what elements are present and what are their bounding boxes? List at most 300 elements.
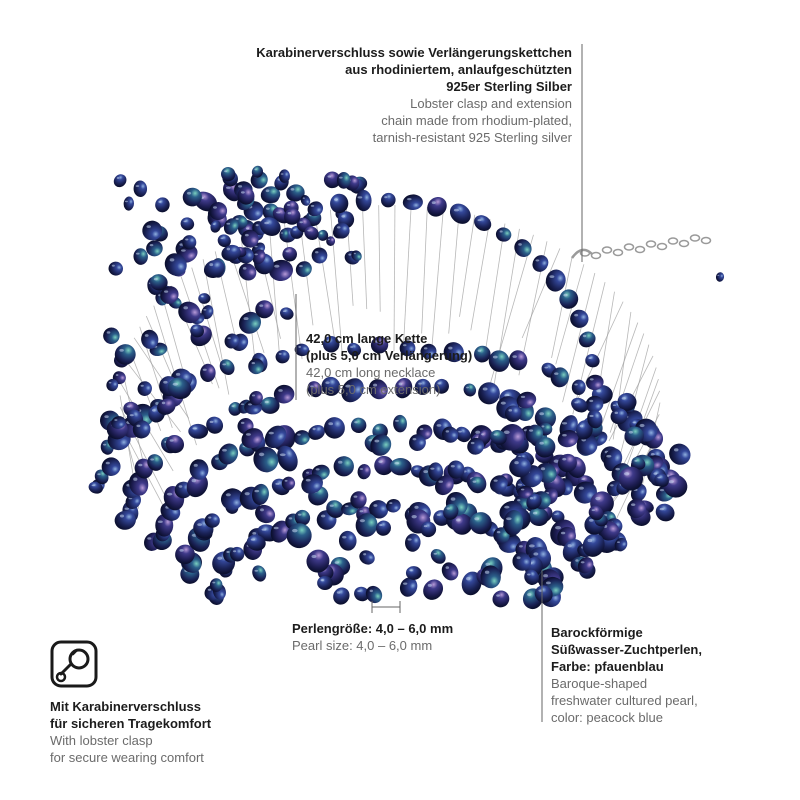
pearl-highlight [254, 169, 256, 171]
pearl-highlight [154, 278, 158, 280]
pearl-highlight [413, 438, 417, 440]
pearl-highlight [241, 191, 245, 193]
clasp-en-line-1: Lobster clasp and extension [410, 96, 572, 111]
pearl-highlight [231, 405, 234, 407]
pearl-highlight [114, 419, 117, 421]
pearl-highlight [517, 499, 520, 501]
pearl-highlight [299, 265, 303, 267]
lobster-clasp-annotation [50, 698, 310, 766]
pearl-highlight [533, 552, 538, 555]
pearl-highlight [256, 224, 259, 226]
pearl-highlight [133, 478, 137, 481]
pearl-highlight [179, 485, 183, 487]
pearl-highlight [354, 496, 358, 498]
pearl-highlight [320, 232, 322, 234]
shape-de-line-1: Barockförmige [551, 625, 643, 640]
pearl-highlight [451, 497, 456, 500]
pearl [107, 260, 125, 277]
pearl-highlight [379, 524, 382, 526]
pearl-highlight [274, 527, 279, 530]
pearl-highlight [542, 425, 545, 427]
pearl-highlight [208, 589, 211, 591]
pearl [489, 587, 513, 611]
pearl-highlight [539, 442, 543, 445]
pearl-highlight [394, 462, 399, 464]
pearl-highlight [370, 590, 373, 592]
pearl-highlight [539, 412, 544, 415]
pearl-highlight [606, 455, 611, 457]
pearl-highlight [475, 431, 480, 434]
pearl [419, 575, 447, 604]
pearl-highlight [562, 458, 566, 461]
pearl-highlight [596, 390, 601, 393]
pearl-highlight [485, 571, 489, 574]
pearl-highlight [613, 404, 616, 406]
pearl-highlight [337, 226, 340, 228]
pearl-highlight [430, 468, 434, 470]
pearl [423, 193, 451, 221]
pearl-highlight [289, 517, 293, 519]
pearl-highlight [574, 384, 577, 386]
pearl [494, 226, 512, 243]
pearl-highlight [262, 528, 267, 530]
pearl-highlight [330, 505, 334, 507]
pearl-highlight [543, 574, 548, 577]
strand [460, 215, 475, 317]
pearl [162, 431, 188, 457]
pearl-highlight [259, 453, 264, 457]
pearl-size-en: Pearl size: 4,0 – 6,0 mm [292, 638, 433, 653]
pearl-highlight [275, 483, 279, 485]
pearl [576, 328, 599, 350]
length-annotation [306, 330, 566, 398]
pearl-highlight [130, 414, 134, 416]
pearl-highlight [420, 428, 424, 430]
pearl-highlight [579, 487, 584, 490]
pearl-highlight [589, 400, 593, 402]
pearl-highlight [384, 196, 387, 198]
pearl-highlight [183, 306, 188, 309]
lobster-en-line-1: With lobster clasp [50, 733, 153, 748]
pearl-highlight [265, 401, 269, 403]
pearl-highlight [150, 244, 154, 246]
pearl-highlight [321, 515, 325, 518]
pearl-highlight [451, 465, 455, 467]
pearl-highlight [176, 373, 180, 376]
pearl-highlight [136, 253, 140, 255]
clasp-en-line-2: chain made from rhodium-plated, [381, 113, 572, 128]
pearl-highlight [360, 510, 364, 512]
chain-link [625, 244, 634, 250]
pearl-highlight [119, 349, 124, 352]
pearl-highlight [527, 573, 530, 575]
pearl-highlight [395, 420, 399, 422]
chain-link [592, 253, 601, 259]
pearl-highlight [554, 459, 559, 462]
pearl-highlight [624, 472, 629, 475]
pearl-highlight [266, 208, 270, 210]
pearl-highlight [224, 170, 227, 172]
pearl-highlight [181, 249, 186, 251]
pearl-highlight [286, 250, 289, 252]
pearl [188, 424, 208, 440]
chain-link [691, 235, 700, 241]
pearl-highlight [315, 251, 318, 253]
pearl-highlight [563, 294, 567, 297]
strand [269, 226, 280, 361]
pearl-highlight [432, 201, 436, 204]
pearl-highlight [244, 317, 249, 320]
pearl-highlight [437, 424, 442, 427]
pearl-highlight [109, 382, 112, 384]
pearl-highlight [226, 551, 229, 553]
pearl [322, 415, 348, 441]
clasp-de-line-3: 925er Sterling Silber [446, 79, 572, 94]
pearl-highlight [194, 464, 198, 467]
pearl-highlight [183, 220, 186, 222]
pearl-highlight [541, 467, 545, 470]
pearl [111, 172, 129, 190]
length-de-line-2: (plus 5,0 cm Verlängerung) [306, 348, 473, 363]
clasp-annotation [150, 44, 572, 146]
pearl-highlight [447, 507, 450, 509]
pearl-highlight [549, 275, 554, 278]
pearl-highlight [529, 544, 535, 547]
pearl-highlight [328, 422, 333, 425]
pearl-highlight [203, 309, 206, 311]
pearl-highlight [554, 513, 557, 515]
length-en-line-1: 42,0 cm long necklace [306, 365, 436, 380]
pearl-highlight [213, 223, 215, 225]
pearl-highlight [634, 460, 637, 462]
pearl-highlight [438, 480, 443, 482]
pearl-highlight [555, 526, 561, 529]
pearl-highlight [179, 549, 183, 552]
pearl-highlight [615, 412, 618, 414]
strand [600, 292, 615, 382]
pearl-highlight [170, 439, 174, 441]
pearl-highlight [374, 440, 379, 443]
pearl-highlight [241, 403, 244, 405]
pearl-highlight [158, 520, 163, 523]
pearl-highlight [254, 570, 258, 572]
pearl-highlight [437, 514, 441, 516]
pearl-highlight [145, 334, 149, 337]
pearl-highlight [338, 461, 342, 464]
shape-de-line-2: Süßwasser-Zuchtperlen, [551, 642, 702, 657]
pearl-highlight [458, 431, 462, 433]
pearl-highlight [103, 444, 106, 446]
pearl-highlight [454, 209, 459, 212]
pearl-highlight [378, 460, 382, 463]
lobster-clasp-icon [50, 640, 98, 688]
pearl-highlight [373, 504, 377, 507]
pearl-highlight [446, 566, 449, 569]
pearl-highlight [518, 484, 522, 486]
pearl [446, 199, 475, 228]
pearl [200, 363, 216, 382]
pearl-highlight [446, 430, 449, 432]
shape-en-line-3: color: peacock blue [551, 710, 664, 725]
pearl [402, 194, 423, 211]
pearl-highlight [209, 263, 213, 266]
pearl-highlight [280, 453, 286, 456]
pearl-highlight [136, 425, 140, 427]
pearl-highlight [306, 472, 309, 474]
pearl-highlight [595, 497, 600, 500]
pearl-highlight [335, 561, 339, 564]
pearl [363, 583, 386, 606]
pearl-highlight [337, 591, 341, 593]
pearl [135, 379, 154, 399]
pearl [393, 415, 407, 433]
pearl [337, 172, 351, 189]
pearl [357, 463, 372, 480]
pearl-highlight [500, 230, 503, 232]
pearl-highlight [494, 479, 498, 481]
pearl-highlight [106, 462, 110, 465]
pearl-highlight [292, 529, 297, 533]
pearl-highlight [252, 362, 255, 364]
pearl-highlight [307, 230, 310, 232]
pearl-highlight [281, 173, 284, 175]
pearl [366, 430, 395, 460]
pearl-highlight [471, 442, 475, 444]
chain-link [647, 241, 656, 247]
pearl-highlight [245, 234, 249, 237]
pearl-highlight [297, 434, 301, 436]
pearl-highlight [197, 523, 202, 526]
chain-link [680, 241, 689, 247]
pearl-highlight [409, 569, 412, 571]
pearl [529, 252, 551, 275]
pearl-highlight [527, 593, 531, 596]
pearl [389, 458, 411, 476]
pearl-highlight [588, 357, 591, 359]
pearl-highlight [311, 205, 315, 207]
pearl-highlight [423, 470, 428, 473]
pearl-highlight [434, 553, 438, 555]
pearl-highlight [120, 514, 124, 517]
pearl-highlight [215, 458, 219, 460]
pearl-highlight [210, 421, 214, 423]
pearl-highlight [116, 374, 119, 376]
pearl [653, 501, 678, 525]
pearl-highlight [494, 434, 498, 436]
pearl-highlight [530, 497, 533, 499]
pearl-highlight [575, 559, 578, 562]
pearl-highlight [193, 427, 197, 429]
length-en-line-2: (plus 5,0 cm extension) [306, 382, 441, 397]
pearl-highlight [574, 401, 578, 403]
pearl-highlight [546, 581, 551, 584]
pearl [568, 395, 590, 416]
pearl [182, 235, 196, 249]
pearl [154, 196, 171, 214]
pearl-highlight [192, 479, 196, 482]
pearl-highlight [226, 493, 231, 496]
pearl-highlight [408, 538, 412, 540]
pearl-highlight [389, 502, 392, 504]
pearl-highlight [104, 415, 108, 418]
pearl-highlight [339, 177, 343, 179]
chain-link [636, 247, 645, 253]
pearl-highlight [288, 212, 292, 214]
pearl [568, 308, 590, 330]
pearl-highlight [306, 479, 311, 482]
pearl-highlight [125, 508, 130, 510]
pearl-highlight [264, 222, 269, 225]
strand [404, 206, 412, 343]
pearl-highlight [504, 506, 509, 509]
pearl-highlight [147, 225, 151, 228]
pearl-highlight [615, 468, 620, 470]
pearl-highlight [187, 192, 191, 195]
lobster-en-line-2: for secure wearing comfort [50, 750, 204, 765]
pearl [338, 530, 357, 551]
pearl-highlight [660, 508, 664, 510]
pearl-highlight [208, 516, 211, 518]
pearl-highlight [281, 232, 284, 233]
pearl-highlight [203, 369, 207, 371]
pearl-highlight [640, 424, 645, 427]
pearl-highlight [321, 579, 324, 581]
pearl-highlight [358, 196, 363, 198]
pearl [511, 236, 535, 261]
pearl [378, 190, 399, 211]
pearl-highlight [631, 503, 635, 506]
strand [449, 212, 459, 334]
pearl-highlight [212, 582, 215, 584]
pearl-highlight [334, 198, 338, 201]
pearl-highlight [508, 409, 512, 411]
pearl-highlight [660, 489, 664, 491]
pearl-highlight [97, 473, 100, 475]
pearl-highlight [278, 389, 283, 392]
pearl-highlight [298, 346, 301, 348]
clasp-de-line-1: Karabinerverschluss sowie Verlängerungskettchen [256, 45, 572, 60]
pearl [133, 248, 149, 266]
pearl-highlight [254, 490, 259, 492]
pearl-highlight [252, 395, 255, 397]
pearl [145, 239, 164, 257]
pearl-highlight [466, 577, 470, 580]
pearl-highlight [158, 201, 161, 203]
pearl [357, 547, 378, 567]
pearl-highlight [328, 239, 330, 240]
pearl [123, 196, 134, 211]
pearl-highlight [589, 519, 593, 522]
pearl-highlight [300, 221, 303, 223]
pearl-highlight [629, 431, 633, 434]
pearl-highlight [529, 429, 533, 431]
pearl-highlight [259, 304, 263, 307]
pearl-highlight [514, 461, 518, 464]
pearl-highlight [574, 314, 578, 317]
pearl-highlight [497, 531, 501, 533]
pearl-highlight [674, 448, 679, 451]
pearl-highlight [279, 353, 282, 355]
pearl-highlight [622, 397, 626, 400]
pearl-highlight [152, 409, 156, 411]
pearl-highlight [588, 539, 593, 542]
pearl [292, 428, 312, 447]
pearl-highlight [238, 185, 242, 187]
pearl-highlight [193, 327, 196, 329]
pearl-highlight [717, 275, 719, 276]
pearl-highlight [260, 508, 264, 511]
pearl-highlight [107, 331, 111, 333]
pearl-highlight [363, 553, 366, 555]
pearl-highlight [316, 468, 320, 470]
chain-link [614, 250, 623, 256]
pearl-highlight [328, 175, 332, 177]
pearl-highlight [521, 489, 524, 491]
pearl [274, 348, 291, 365]
pearl-highlight [266, 189, 270, 192]
pearl-highlight [164, 290, 168, 292]
strand [379, 205, 381, 312]
pearl-highlight [581, 478, 585, 480]
pearl-highlight [92, 485, 95, 487]
pearl-highlight [354, 421, 357, 423]
pearl-highlight [311, 555, 316, 558]
pearl-highlight [246, 433, 251, 436]
pearl-highlight [150, 458, 154, 460]
pearl-size-de: Perlengröße: 4,0 – 6,0 mm [292, 621, 454, 636]
pearl [715, 272, 725, 283]
pearl-highlight [213, 206, 217, 208]
pearl-highlight [147, 537, 151, 539]
lobster-de-line-2: für sicheren Tragekomfort [50, 716, 212, 731]
pearl-highlight [201, 296, 204, 298]
pearl-highlight [518, 243, 522, 246]
pearl [293, 258, 315, 280]
pearl-highlight [456, 519, 461, 522]
pearl [201, 257, 227, 281]
pearl-highlight [403, 582, 407, 584]
pearl-highlight [163, 381, 167, 384]
pearl-highlight [125, 201, 128, 202]
pearl-highlight [313, 428, 316, 430]
pearl-highlight [226, 223, 230, 225]
extension-chain [572, 235, 711, 259]
pearl-highlight [610, 484, 614, 486]
pearl-highlight [581, 561, 585, 563]
pearl-highlight [568, 544, 572, 547]
clasp-en-line-3: tarnish-resistant 925 Sterling silver [372, 130, 572, 145]
pearl-highlight [357, 590, 360, 592]
pearl-highlight [285, 480, 288, 482]
pearl-highlight [341, 215, 345, 217]
pearl-highlight [407, 198, 411, 200]
pearl-highlight [342, 536, 346, 538]
pearl-highlight [162, 402, 165, 405]
strand [471, 219, 490, 330]
pearl-highlight [274, 265, 279, 268]
pearl-highlight [136, 185, 140, 187]
pearl-highlight [291, 188, 295, 191]
pearl-highlight [506, 517, 512, 520]
pearl-highlight [254, 253, 257, 255]
pearl [356, 190, 372, 211]
pearl-highlight [246, 227, 249, 229]
pearl-highlight [220, 237, 223, 239]
clasp-de-line-2: aus rhodiniertem, anlaufgeschützten [345, 62, 572, 77]
pearl-highlight [376, 427, 379, 429]
pearl [404, 533, 421, 553]
pearl-highlight [562, 422, 567, 424]
